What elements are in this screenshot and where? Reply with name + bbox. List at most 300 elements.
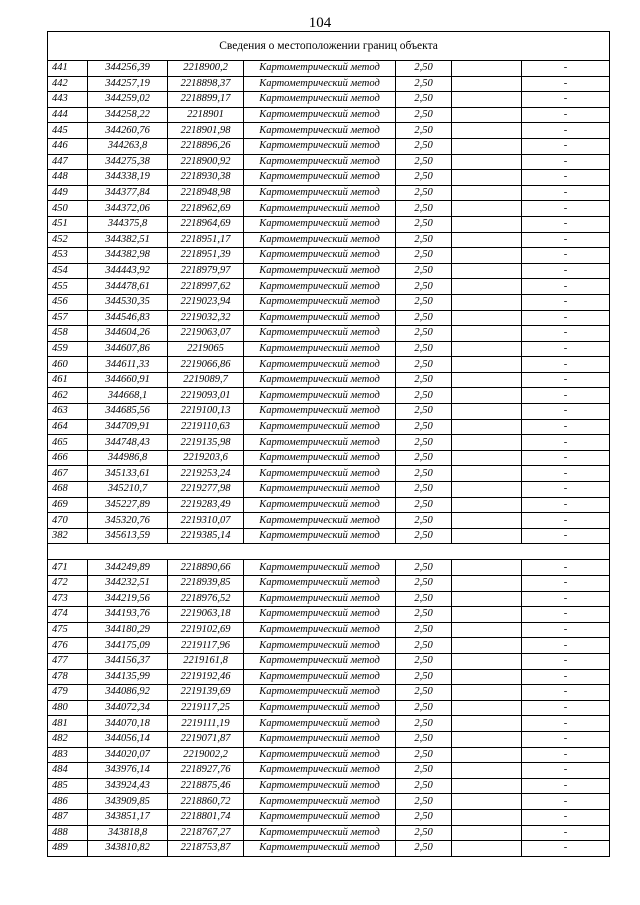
table-row xyxy=(48,263,610,279)
table-row xyxy=(48,513,610,529)
description-cell xyxy=(452,560,522,576)
point-number-cell: 466 xyxy=(48,450,88,466)
point-number-cell: 443 xyxy=(48,92,88,108)
description-cell xyxy=(452,700,522,716)
accuracy-cell: 2,50 xyxy=(396,576,452,592)
table-row xyxy=(48,294,610,310)
description-cell xyxy=(452,794,522,810)
note-cell: - xyxy=(522,248,610,264)
note-cell: - xyxy=(522,435,610,451)
accuracy-cell: 2,50 xyxy=(396,560,452,576)
description-cell xyxy=(452,466,522,482)
accuracy-cell: 2,50 xyxy=(396,232,452,248)
note-cell: - xyxy=(522,372,610,388)
note-cell: - xyxy=(522,576,610,592)
table-row xyxy=(48,638,610,654)
description-cell xyxy=(452,513,522,529)
x-coordinate-cell: 344382,51 xyxy=(88,232,168,248)
point-number-cell: 448 xyxy=(48,170,88,186)
table-row xyxy=(48,170,610,186)
accuracy-cell: 2,50 xyxy=(396,622,452,638)
point-number-cell: 454 xyxy=(48,263,88,279)
note-cell: - xyxy=(522,263,610,279)
note-cell: - xyxy=(522,622,610,638)
method-cell: Картометрический метод xyxy=(244,466,396,482)
x-coordinate-cell: 344257,19 xyxy=(88,76,168,92)
x-coordinate-cell: 344180,29 xyxy=(88,622,168,638)
method-cell: Картометрический метод xyxy=(244,294,396,310)
note-cell: - xyxy=(522,123,610,139)
method-cell: Картометрический метод xyxy=(244,372,396,388)
note-cell: - xyxy=(522,294,610,310)
note-cell: - xyxy=(522,841,610,857)
accuracy-cell: 2,50 xyxy=(396,388,452,404)
x-coordinate-cell: 344193,76 xyxy=(88,607,168,623)
table-row xyxy=(48,560,610,576)
accuracy-cell: 2,50 xyxy=(396,170,452,186)
y-coordinate-cell: 2219283,49 xyxy=(168,497,244,513)
x-coordinate-cell: 344260,76 xyxy=(88,123,168,139)
accuracy-cell: 2,50 xyxy=(396,450,452,466)
description-cell xyxy=(452,778,522,794)
x-coordinate-cell: 344263,8 xyxy=(88,138,168,154)
y-coordinate-cell: 2218900,92 xyxy=(168,154,244,170)
point-number-cell: 471 xyxy=(48,560,88,576)
table-row xyxy=(48,92,610,108)
note-cell: - xyxy=(522,809,610,825)
description-cell xyxy=(452,61,522,77)
point-number-cell: 452 xyxy=(48,232,88,248)
accuracy-cell: 2,50 xyxy=(396,279,452,295)
y-coordinate-cell: 2219071,87 xyxy=(168,731,244,747)
table-row xyxy=(48,248,610,264)
method-cell: Картометрический метод xyxy=(244,591,396,607)
description-cell xyxy=(452,591,522,607)
y-coordinate-cell: 2218979,97 xyxy=(168,263,244,279)
method-cell: Картометрический метод xyxy=(244,216,396,232)
accuracy-cell: 2,50 xyxy=(396,841,452,857)
method-cell: Картометрический метод xyxy=(244,61,396,77)
y-coordinate-cell: 2218899,17 xyxy=(168,92,244,108)
method-cell: Картометрический метод xyxy=(244,700,396,716)
y-coordinate-cell: 2219253,24 xyxy=(168,466,244,482)
table-row xyxy=(48,841,610,857)
method-cell: Картометрический метод xyxy=(244,279,396,295)
point-number-cell: 457 xyxy=(48,310,88,326)
point-number-cell: 453 xyxy=(48,248,88,264)
accuracy-cell: 2,50 xyxy=(396,466,452,482)
y-coordinate-cell: 2218997,62 xyxy=(168,279,244,295)
accuracy-cell: 2,50 xyxy=(396,201,452,217)
accuracy-cell: 2,50 xyxy=(396,326,452,342)
note-cell: - xyxy=(522,763,610,779)
y-coordinate-cell: 2219063,18 xyxy=(168,607,244,623)
accuracy-cell: 2,50 xyxy=(396,61,452,77)
note-cell: - xyxy=(522,497,610,513)
x-coordinate-cell: 344604,26 xyxy=(88,326,168,342)
method-cell: Картометрический метод xyxy=(244,560,396,576)
x-coordinate-cell: 343818,8 xyxy=(88,825,168,841)
y-coordinate-cell: 2219066,86 xyxy=(168,357,244,373)
method-cell: Картометрический метод xyxy=(244,248,396,264)
method-cell: Картометрический метод xyxy=(244,638,396,654)
y-coordinate-cell: 2219032,32 xyxy=(168,310,244,326)
point-number-cell: 458 xyxy=(48,326,88,342)
y-coordinate-cell: 2219065 xyxy=(168,341,244,357)
point-number-cell: 460 xyxy=(48,357,88,373)
table-row xyxy=(48,778,610,794)
table-row xyxy=(48,357,610,373)
table-row xyxy=(48,825,610,841)
x-coordinate-cell: 344072,34 xyxy=(88,700,168,716)
note-cell: - xyxy=(522,138,610,154)
x-coordinate-cell: 344611,33 xyxy=(88,357,168,373)
description-cell xyxy=(452,357,522,373)
point-number-cell: 472 xyxy=(48,576,88,592)
note-cell: - xyxy=(522,591,610,607)
note-cell: - xyxy=(522,560,610,576)
y-coordinate-cell: 2219277,98 xyxy=(168,482,244,498)
y-coordinate-cell: 2218951,39 xyxy=(168,248,244,264)
table-row xyxy=(48,279,610,295)
description-cell xyxy=(452,388,522,404)
method-cell: Картометрический метод xyxy=(244,201,396,217)
x-coordinate-cell: 344156,37 xyxy=(88,653,168,669)
description-cell xyxy=(452,450,522,466)
note-cell: - xyxy=(522,700,610,716)
point-number-cell: 442 xyxy=(48,76,88,92)
accuracy-cell: 2,50 xyxy=(396,685,452,701)
note-cell: - xyxy=(522,825,610,841)
point-number-cell: 459 xyxy=(48,341,88,357)
point-number-cell: 455 xyxy=(48,279,88,295)
y-coordinate-cell: 2218896,26 xyxy=(168,138,244,154)
description-cell xyxy=(452,201,522,217)
description-cell xyxy=(452,326,522,342)
y-coordinate-cell: 2218964,69 xyxy=(168,216,244,232)
description-cell xyxy=(452,185,522,201)
table-row xyxy=(48,388,610,404)
note-cell: - xyxy=(522,388,610,404)
x-coordinate-cell: 344275,38 xyxy=(88,154,168,170)
point-number-cell: 441 xyxy=(48,61,88,77)
method-cell: Картометрический метод xyxy=(244,528,396,544)
accuracy-cell: 2,50 xyxy=(396,482,452,498)
method-cell: Картометрический метод xyxy=(244,263,396,279)
x-coordinate-cell: 344258,22 xyxy=(88,107,168,123)
table-row xyxy=(48,76,610,92)
note-cell: - xyxy=(522,107,610,123)
note-cell: - xyxy=(522,341,610,357)
method-cell: Картометрический метод xyxy=(244,185,396,201)
description-cell xyxy=(452,607,522,623)
description-cell xyxy=(452,763,522,779)
method-cell: Картометрический метод xyxy=(244,685,396,701)
description-cell xyxy=(452,809,522,825)
x-coordinate-cell: 344249,89 xyxy=(88,560,168,576)
note-cell: - xyxy=(522,154,610,170)
table-row xyxy=(48,341,610,357)
point-number-cell: 473 xyxy=(48,591,88,607)
table-row xyxy=(48,232,610,248)
method-cell: Картометрический метод xyxy=(244,326,396,342)
table-row xyxy=(48,201,610,217)
y-coordinate-cell: 2218890,66 xyxy=(168,560,244,576)
note-cell: - xyxy=(522,185,610,201)
table-title: Сведения о местоположении границ объекта xyxy=(48,32,610,61)
table-row xyxy=(48,404,610,420)
x-coordinate-cell: 343851,17 xyxy=(88,809,168,825)
y-coordinate-cell: 2219192,46 xyxy=(168,669,244,685)
table-row xyxy=(48,185,610,201)
note-cell: - xyxy=(522,326,610,342)
accuracy-cell: 2,50 xyxy=(396,653,452,669)
method-cell: Картометрический метод xyxy=(244,778,396,794)
accuracy-cell: 2,50 xyxy=(396,513,452,529)
table-row xyxy=(48,372,610,388)
point-number-cell: 450 xyxy=(48,201,88,217)
note-cell: - xyxy=(522,466,610,482)
table-row xyxy=(48,326,610,342)
note-cell: - xyxy=(522,92,610,108)
note-cell: - xyxy=(522,731,610,747)
method-cell: Картометрический метод xyxy=(244,809,396,825)
accuracy-cell: 2,50 xyxy=(396,778,452,794)
description-cell xyxy=(452,107,522,123)
note-cell: - xyxy=(522,279,610,295)
accuracy-cell: 2,50 xyxy=(396,76,452,92)
x-coordinate-cell: 344086,92 xyxy=(88,685,168,701)
accuracy-cell: 2,50 xyxy=(396,216,452,232)
note-cell: - xyxy=(522,170,610,186)
description-cell xyxy=(452,653,522,669)
table-row xyxy=(48,591,610,607)
accuracy-cell: 2,50 xyxy=(396,123,452,139)
table-row xyxy=(48,466,610,482)
x-coordinate-cell: 343976,14 xyxy=(88,763,168,779)
x-coordinate-cell: 344443,92 xyxy=(88,263,168,279)
table-row xyxy=(48,419,610,435)
description-cell xyxy=(452,170,522,186)
y-coordinate-cell: 2219023,94 xyxy=(168,294,244,310)
accuracy-cell: 2,50 xyxy=(396,419,452,435)
table-row xyxy=(48,435,610,451)
description-cell xyxy=(452,372,522,388)
accuracy-cell: 2,50 xyxy=(396,607,452,623)
accuracy-cell: 2,50 xyxy=(396,372,452,388)
x-coordinate-cell: 344607,86 xyxy=(88,341,168,357)
point-number-cell: 468 xyxy=(48,482,88,498)
description-cell xyxy=(452,92,522,108)
point-number-cell: 488 xyxy=(48,825,88,841)
x-coordinate-cell: 344372,06 xyxy=(88,201,168,217)
table-row xyxy=(48,138,610,154)
point-number-cell: 487 xyxy=(48,809,88,825)
x-coordinate-cell: 345227,89 xyxy=(88,497,168,513)
x-coordinate-cell: 343810,82 xyxy=(88,841,168,857)
x-coordinate-cell: 344709,91 xyxy=(88,419,168,435)
x-coordinate-cell: 344668,1 xyxy=(88,388,168,404)
note-cell: - xyxy=(522,716,610,732)
description-cell xyxy=(452,482,522,498)
point-number-cell: 382 xyxy=(48,528,88,544)
y-coordinate-cell: 2218900,2 xyxy=(168,61,244,77)
note-cell: - xyxy=(522,61,610,77)
description-cell xyxy=(452,310,522,326)
x-coordinate-cell: 345133,61 xyxy=(88,466,168,482)
point-number-cell: 446 xyxy=(48,138,88,154)
method-cell: Картометрический метод xyxy=(244,357,396,373)
y-coordinate-cell: 2218901,98 xyxy=(168,123,244,139)
accuracy-cell: 2,50 xyxy=(396,763,452,779)
table-row xyxy=(48,794,610,810)
method-cell: Картометрический метод xyxy=(244,419,396,435)
table-row xyxy=(48,685,610,701)
note-cell: - xyxy=(522,216,610,232)
note-cell: - xyxy=(522,404,610,420)
point-number-cell: 477 xyxy=(48,653,88,669)
description-cell xyxy=(452,528,522,544)
x-coordinate-cell: 344546,83 xyxy=(88,310,168,326)
note-cell: - xyxy=(522,607,610,623)
accuracy-cell: 2,50 xyxy=(396,716,452,732)
accuracy-cell: 2,50 xyxy=(396,669,452,685)
method-cell: Картометрический метод xyxy=(244,388,396,404)
description-cell xyxy=(452,841,522,857)
y-coordinate-cell: 2219161,8 xyxy=(168,653,244,669)
point-number-cell: 470 xyxy=(48,513,88,529)
point-number-cell: 486 xyxy=(48,794,88,810)
accuracy-cell: 2,50 xyxy=(396,138,452,154)
y-coordinate-cell: 2219102,69 xyxy=(168,622,244,638)
y-coordinate-cell: 2219139,69 xyxy=(168,685,244,701)
page-number: 104 xyxy=(308,15,332,31)
x-coordinate-cell: 344056,14 xyxy=(88,731,168,747)
y-coordinate-cell: 2218767,27 xyxy=(168,825,244,841)
description-cell xyxy=(452,419,522,435)
method-cell: Картометрический метод xyxy=(244,653,396,669)
note-cell: - xyxy=(522,747,610,763)
point-number-cell: 476 xyxy=(48,638,88,654)
description-cell xyxy=(452,216,522,232)
accuracy-cell: 2,50 xyxy=(396,357,452,373)
method-cell: Картометрический метод xyxy=(244,170,396,186)
point-number-cell: 449 xyxy=(48,185,88,201)
table-row xyxy=(48,310,610,326)
description-cell xyxy=(452,76,522,92)
accuracy-cell: 2,50 xyxy=(396,107,452,123)
description-cell xyxy=(452,404,522,420)
y-coordinate-cell: 2219063,07 xyxy=(168,326,244,342)
point-number-cell: 481 xyxy=(48,716,88,732)
y-coordinate-cell: 2219203,6 xyxy=(168,450,244,466)
accuracy-cell: 2,50 xyxy=(396,263,452,279)
x-coordinate-cell: 344219,56 xyxy=(88,591,168,607)
table-row xyxy=(48,607,610,623)
y-coordinate-cell: 2219002,2 xyxy=(168,747,244,763)
point-number-cell: 445 xyxy=(48,123,88,139)
description-cell xyxy=(452,341,522,357)
note-cell: - xyxy=(522,232,610,248)
x-coordinate-cell: 344338,19 xyxy=(88,170,168,186)
note-cell: - xyxy=(522,482,610,498)
description-cell xyxy=(452,294,522,310)
y-coordinate-cell: 2219117,96 xyxy=(168,638,244,654)
method-cell: Картометрический метод xyxy=(244,404,396,420)
note-cell: - xyxy=(522,513,610,529)
point-number-cell: 467 xyxy=(48,466,88,482)
table-row xyxy=(48,809,610,825)
y-coordinate-cell: 2219385,14 xyxy=(168,528,244,544)
y-coordinate-cell: 2218948,98 xyxy=(168,185,244,201)
y-coordinate-cell: 2218962,69 xyxy=(168,201,244,217)
method-cell: Картометрический метод xyxy=(244,794,396,810)
description-cell xyxy=(452,825,522,841)
description-cell xyxy=(452,638,522,654)
method-cell: Картометрический метод xyxy=(244,576,396,592)
y-coordinate-cell: 2219117,25 xyxy=(168,700,244,716)
table-row xyxy=(48,154,610,170)
description-cell xyxy=(452,685,522,701)
note-cell: - xyxy=(522,76,610,92)
accuracy-cell: 2,50 xyxy=(396,185,452,201)
accuracy-cell: 2,50 xyxy=(396,404,452,420)
x-coordinate-cell: 345320,76 xyxy=(88,513,168,529)
x-coordinate-cell: 344175,09 xyxy=(88,638,168,654)
method-cell: Картометрический метод xyxy=(244,825,396,841)
note-cell: - xyxy=(522,778,610,794)
note-cell: - xyxy=(522,685,610,701)
description-cell xyxy=(452,232,522,248)
table-row xyxy=(48,700,610,716)
x-coordinate-cell: 344259,02 xyxy=(88,92,168,108)
y-coordinate-cell: 2218976,52 xyxy=(168,591,244,607)
x-coordinate-cell: 344070,18 xyxy=(88,716,168,732)
note-cell: - xyxy=(522,357,610,373)
method-cell: Картометрический метод xyxy=(244,513,396,529)
accuracy-cell: 2,50 xyxy=(396,341,452,357)
method-cell: Картометрический метод xyxy=(244,154,396,170)
description-cell xyxy=(452,497,522,513)
method-cell: Картометрический метод xyxy=(244,92,396,108)
point-number-cell: 469 xyxy=(48,497,88,513)
point-number-cell: 482 xyxy=(48,731,88,747)
method-cell: Картометрический метод xyxy=(244,763,396,779)
method-cell: Картометрический метод xyxy=(244,450,396,466)
y-coordinate-cell: 2218801,74 xyxy=(168,809,244,825)
method-cell: Картометрический метод xyxy=(244,747,396,763)
y-coordinate-cell: 2219089,7 xyxy=(168,372,244,388)
note-cell: - xyxy=(522,638,610,654)
point-number-cell: 479 xyxy=(48,685,88,701)
point-number-cell: 465 xyxy=(48,435,88,451)
x-coordinate-cell: 344478,61 xyxy=(88,279,168,295)
x-coordinate-cell: 344020,07 xyxy=(88,747,168,763)
point-number-cell: 475 xyxy=(48,622,88,638)
x-coordinate-cell: 344382,98 xyxy=(88,248,168,264)
method-cell: Картометрический метод xyxy=(244,497,396,513)
point-number-cell: 463 xyxy=(48,404,88,420)
description-cell xyxy=(452,576,522,592)
accuracy-cell: 2,50 xyxy=(396,435,452,451)
note-cell: - xyxy=(522,669,610,685)
method-cell: Картометрический метод xyxy=(244,76,396,92)
method-cell: Картометрический метод xyxy=(244,123,396,139)
description-cell xyxy=(452,669,522,685)
description-cell xyxy=(452,248,522,264)
method-cell: Картометрический метод xyxy=(244,138,396,154)
description-cell xyxy=(452,279,522,295)
